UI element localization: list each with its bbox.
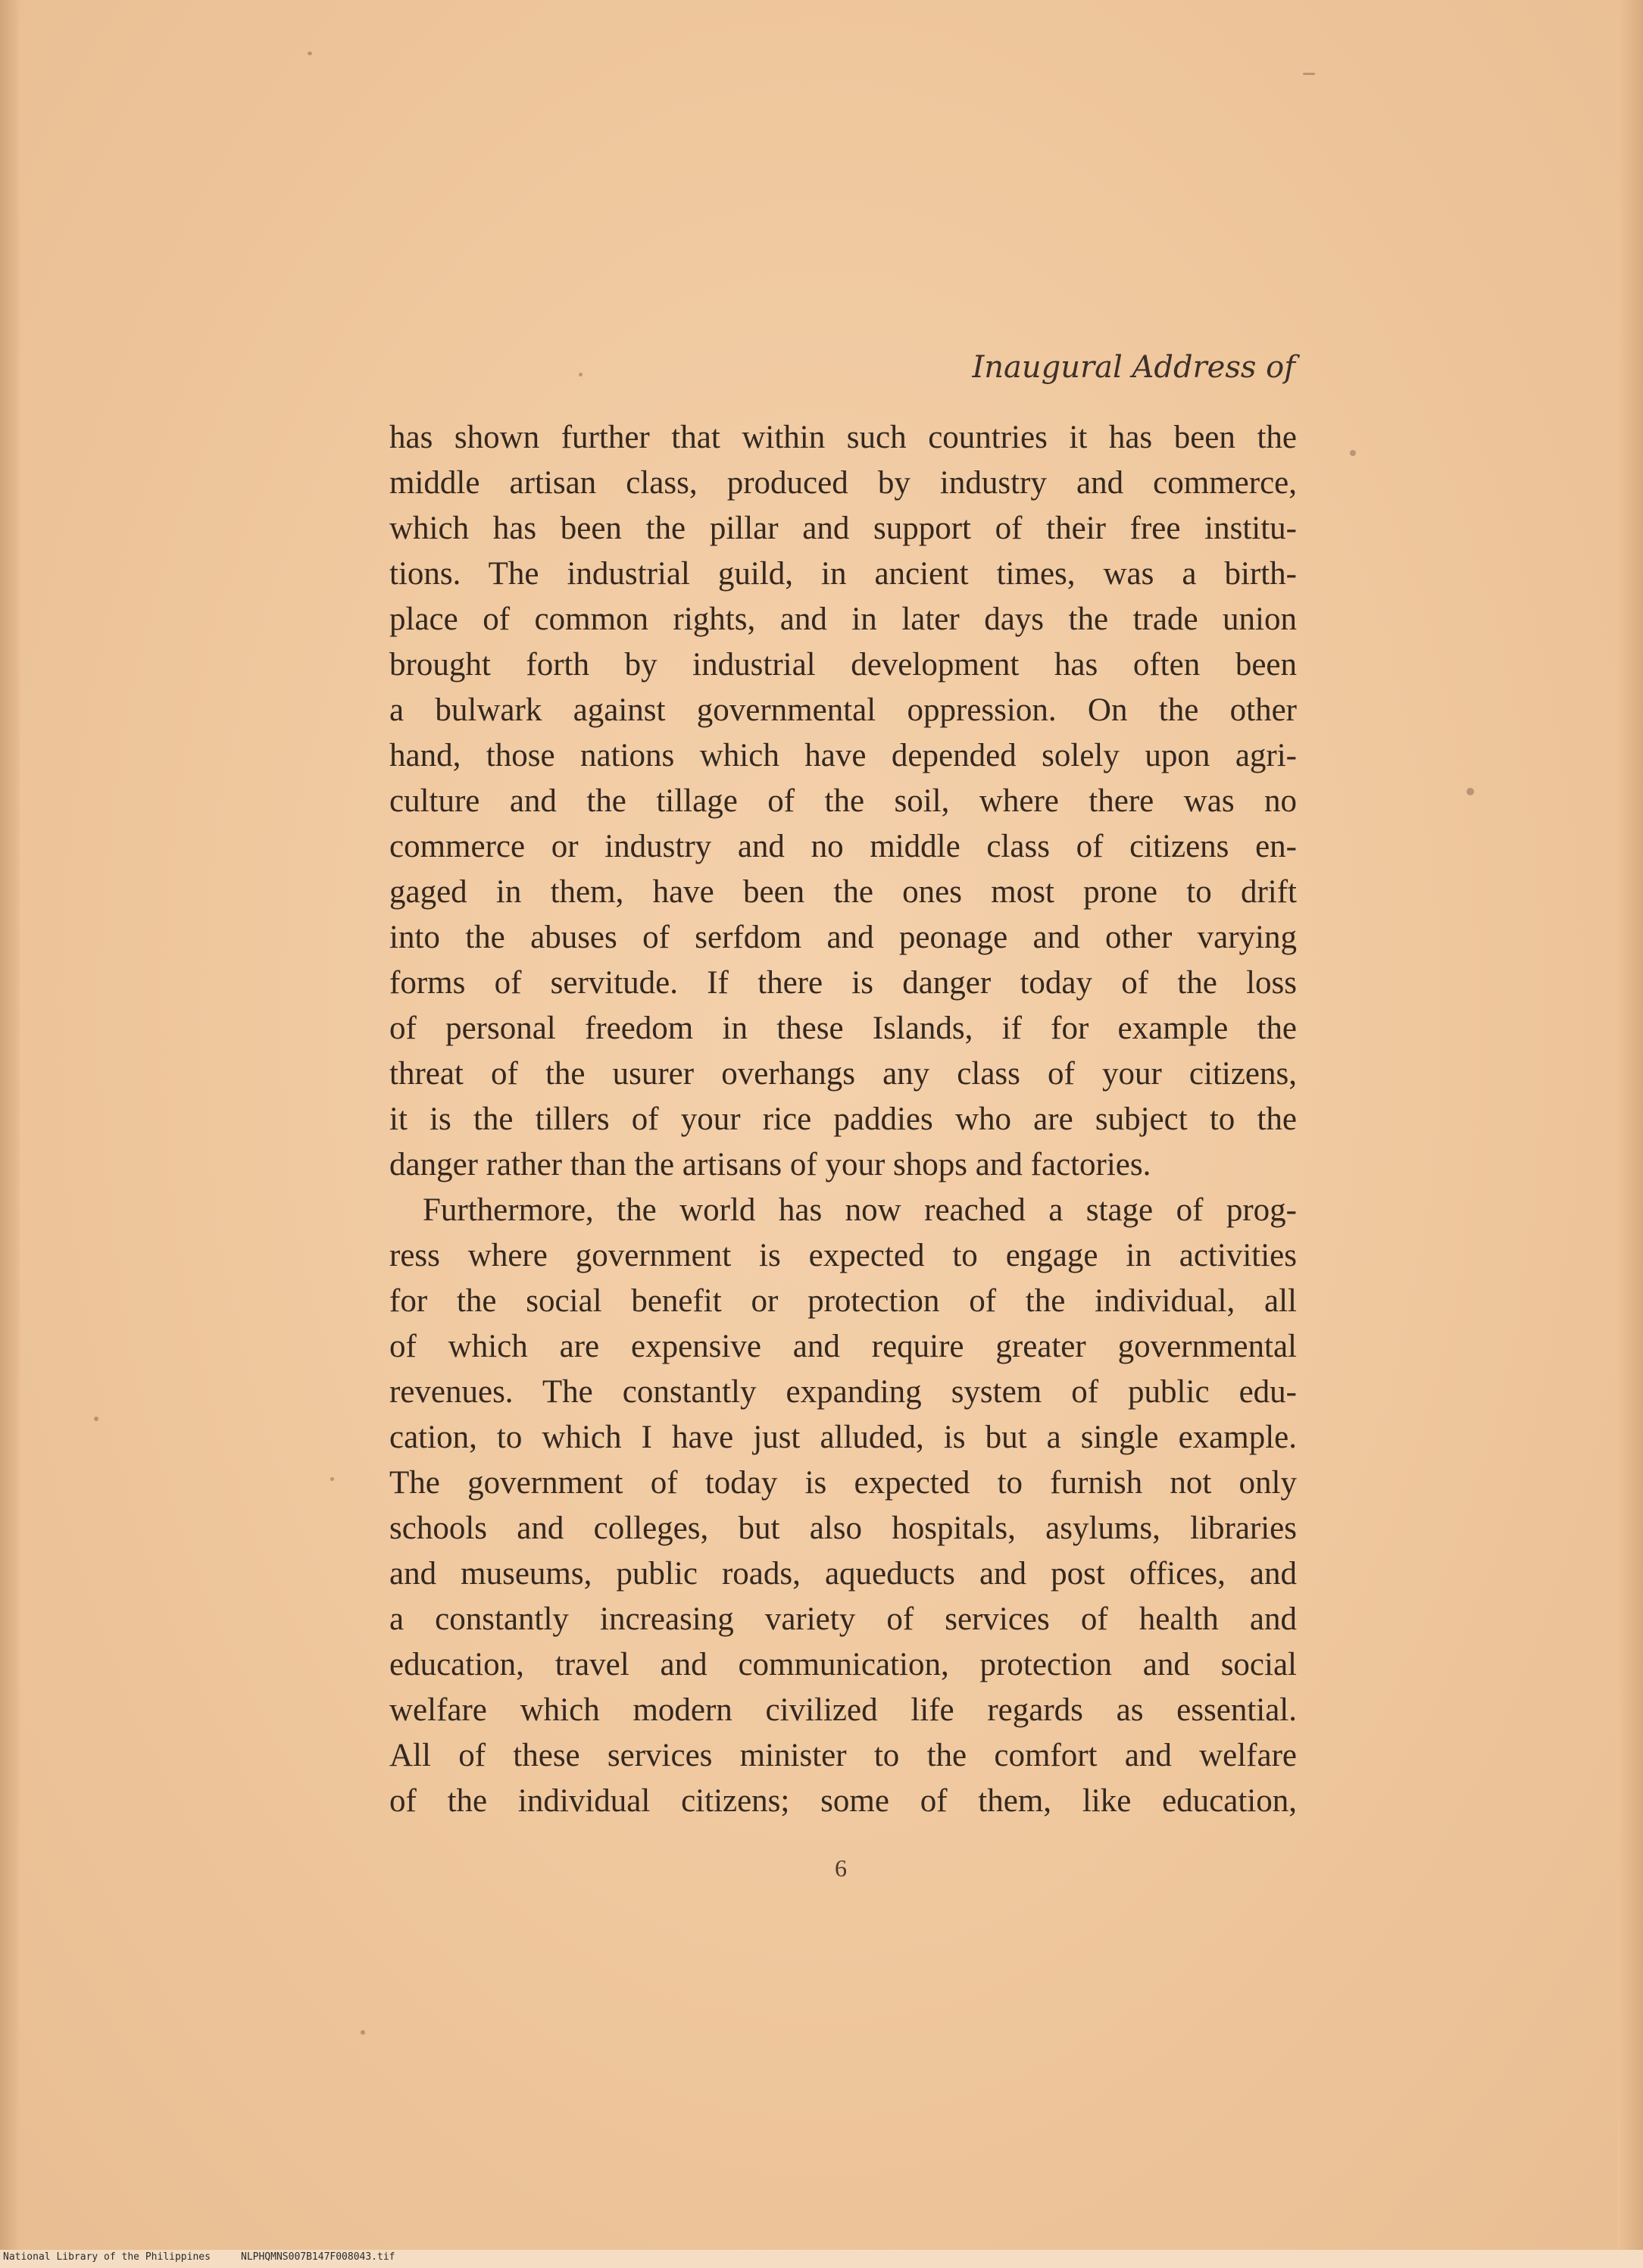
text-line: for the social benefit or protection of the individual, all xyxy=(389,1283,1297,1319)
text-line: of the individual citizens; some of them, like education, xyxy=(389,1783,1297,1819)
text-line: place of common rights, and in later days the trade union xyxy=(389,601,1297,637)
text-line: revenues. The constantly expanding system of public edu- xyxy=(389,1374,1297,1410)
text-line: a constantly increasing variety of services of health and xyxy=(389,1601,1297,1637)
text-line: cation, to which I have just alluded, is but a single example. xyxy=(389,1420,1297,1455)
text-line: The government of today is expected to furnish not only xyxy=(389,1465,1297,1501)
text-line: middle artisan class, produced by industry and commerce, xyxy=(389,465,1297,501)
text-line: threat of the usurer overhangs any class of your citizens, xyxy=(389,1056,1297,1092)
text-line: gaged in them, have been the ones most prone to drift xyxy=(389,874,1297,910)
page-number: 6 xyxy=(835,1854,847,1882)
text-line: education, travel and communication, protection and social xyxy=(389,1647,1297,1682)
text-line: danger rather than the artisans of your shops and factories. xyxy=(389,1147,1151,1182)
text-line: commerce or industry and no middle class of citizens en- xyxy=(389,829,1297,864)
text-line: schools and colleges, but also hospitals, asylums, libraries xyxy=(389,1510,1297,1546)
scan-right-edge xyxy=(1617,0,1643,2268)
paper-speck xyxy=(1350,450,1356,456)
text-line: brought forth by industrial development has often been xyxy=(389,647,1297,683)
scan-caption-filename: NLPHQMNS007B147F008043.tif xyxy=(241,2251,395,2263)
text-line: it is the tillers of your rice paddies who are subject to the xyxy=(389,1101,1297,1137)
text-line: welfare which modern civilized life regards as essential. xyxy=(389,1692,1297,1728)
scan-caption-library: National Library of the Philippines xyxy=(3,2251,211,2263)
paper-speck xyxy=(361,2030,365,2035)
text-line: All of these services minister to the comfort and welfare xyxy=(389,1738,1297,1773)
text-line: a bulwark against governmental oppression. On the other xyxy=(389,692,1297,728)
text-line: Furthermore, the world has now reached a stage of prog- xyxy=(423,1192,1297,1228)
paper-speck xyxy=(1303,73,1315,75)
text-line: into the abuses of serfdom and peonage and other varying xyxy=(389,920,1297,955)
body-text xyxy=(389,415,1297,1824)
paper-speck xyxy=(330,1477,334,1481)
text-line: and museums, public roads, aqueducts and post offices, and xyxy=(389,1556,1297,1592)
text-line: of which are expensive and require greater governmental xyxy=(389,1329,1297,1364)
text-line: has shown further that within such countries it has been the xyxy=(389,420,1297,455)
text-line: culture and the tillage of the soil, where there was no xyxy=(389,783,1297,819)
paper-speck xyxy=(1467,788,1474,795)
running-head: Inaugural Address of xyxy=(972,350,1295,385)
scan-left-edge xyxy=(0,0,20,2268)
text-line: of personal freedom in these Islands, if for example the xyxy=(389,1011,1297,1046)
text-line: hand, those nations which have depended solely upon agri- xyxy=(389,738,1297,773)
paper-speck xyxy=(308,52,312,55)
text-line: which has been the pillar and support of their free institu- xyxy=(389,511,1297,546)
text-line: forms of servitude. If there is danger today of the loss xyxy=(389,965,1297,1001)
text-line: ress where government is expected to engage in activities xyxy=(389,1238,1297,1273)
paper-speck xyxy=(579,373,583,376)
text-line: tions. The industrial guild, in ancient times, was a birth- xyxy=(389,556,1297,592)
paper-speck xyxy=(94,1417,98,1421)
